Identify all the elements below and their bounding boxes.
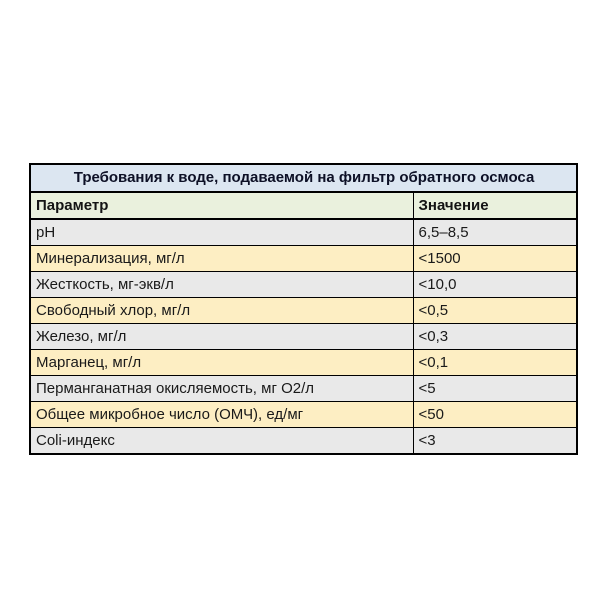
param-cell: Coli-индекс xyxy=(30,428,413,455)
value-cell: <0,3 xyxy=(413,324,577,350)
value-cell: <10,0 xyxy=(413,272,577,298)
param-cell: Общее микробное число (ОМЧ), ед/мг xyxy=(30,402,413,428)
table-row xyxy=(30,324,577,350)
table-row xyxy=(30,376,577,402)
param-cell: Жесткость, мг-экв/л xyxy=(30,272,413,298)
value-cell: <5 xyxy=(413,376,577,402)
param-cell: Свободный хлор, мг/л xyxy=(30,298,413,324)
table-title: Требования к воде, подаваемой на фильтр обратного осмоса xyxy=(30,164,577,192)
table-row xyxy=(30,298,577,324)
value-cell: <50 xyxy=(413,402,577,428)
param-cell: Марганец, мг/л xyxy=(30,350,413,376)
table-row xyxy=(30,219,577,246)
value-cell: <3 xyxy=(413,428,577,455)
table-row xyxy=(30,402,577,428)
table-row xyxy=(30,428,577,455)
value-cell: 6,5–8,5 xyxy=(413,219,577,246)
value-cell: <0,5 xyxy=(413,298,577,324)
param-cell: Перманганатная окисляемость, мг О2/л xyxy=(30,376,413,402)
param-cell: Железо, мг/л xyxy=(30,324,413,350)
column-header-parameter: Параметр xyxy=(30,192,413,219)
table-row xyxy=(30,246,577,272)
table-row xyxy=(30,272,577,298)
column-header-value: Значение xyxy=(413,192,577,219)
value-cell: <1500 xyxy=(413,246,577,272)
water-requirements-table xyxy=(29,163,578,455)
param-cell: pH xyxy=(30,219,413,246)
table-header-row xyxy=(30,192,577,219)
param-cell: Минерализация, мг/л xyxy=(30,246,413,272)
value-cell: <0,1 xyxy=(413,350,577,376)
table-title-row xyxy=(30,164,577,192)
table-row xyxy=(30,350,577,376)
